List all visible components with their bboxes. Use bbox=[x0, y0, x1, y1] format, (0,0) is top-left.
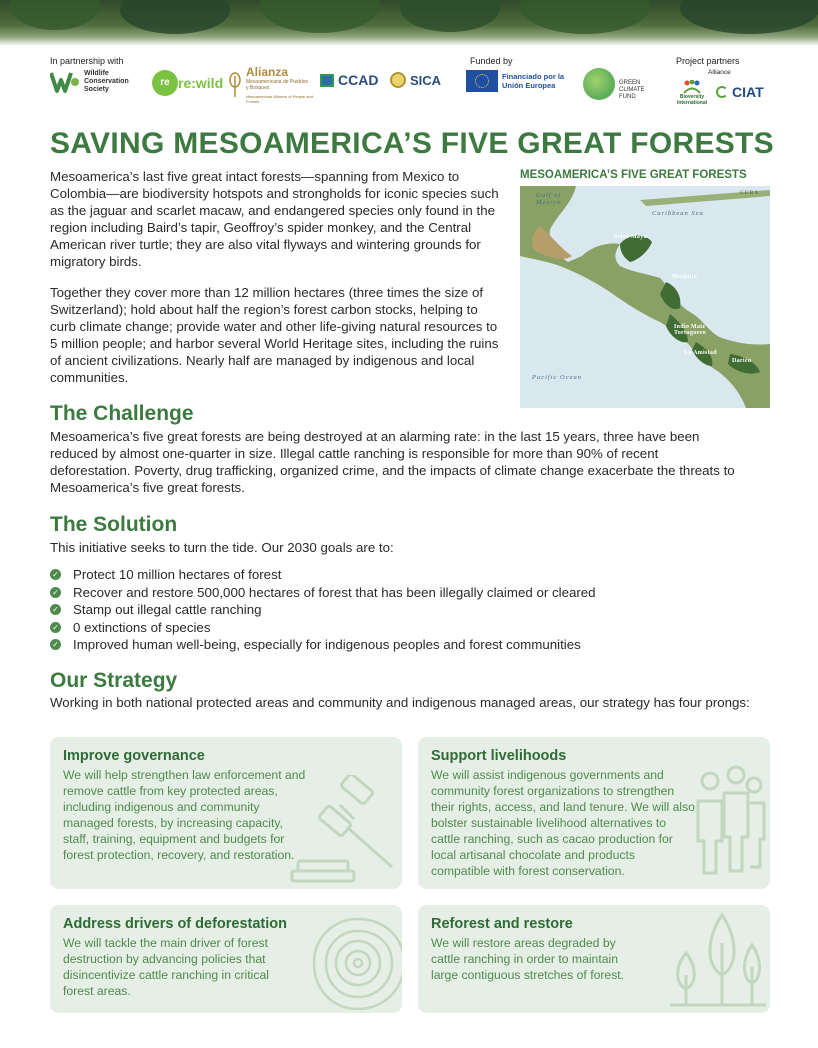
card-body: We will assist indigenous governments and community forest organizations to strengthen their rights, access, and land tenure. We will also bolster sustainable livelihood alternatives to cattle ranching, such as cacao production for local artisanal chocolate and products compatible with forest conservation. bbox=[431, 768, 695, 878]
list-item bbox=[50, 584, 770, 602]
bioversity-figures-icon bbox=[682, 80, 702, 94]
alianza-leaf-icon bbox=[228, 72, 242, 98]
alianza-logo bbox=[228, 65, 326, 104]
hero-forest-photo bbox=[0, 0, 818, 46]
sica-logo bbox=[390, 72, 441, 88]
rewild-logo bbox=[152, 70, 223, 96]
ccad-mark-icon bbox=[320, 74, 334, 87]
strategy-card-governance bbox=[50, 737, 402, 889]
check-icon: ✓ bbox=[50, 587, 61, 598]
challenge-heading: The Challenge bbox=[50, 402, 194, 425]
map-label-gulf: Gulf of México bbox=[536, 192, 562, 206]
list-item bbox=[50, 601, 770, 619]
intro-paragraph-1: Mesoamerica’s last five great intact forests—spanning from Mexico to Colombia—are biodiversity hotspots and strongholds for iconic species such as the jaguar and scarlet macaw, and endangered species only found in the region including Baird’s tapir, Geoffroy’s spider monkey, and the Central American river turtle; they are also vital flyways and wintering grounds for migratory birds. bbox=[50, 169, 499, 269]
partner-logos bbox=[0, 52, 818, 112]
alliance-label: Alliance bbox=[708, 69, 731, 76]
page-title: SAVING MESOAMERICA’S FIVE GREAT FORESTS bbox=[50, 127, 774, 160]
goal-text: Protect 10 million hectares of forest bbox=[73, 567, 282, 583]
list-item bbox=[50, 619, 770, 637]
map-forest-selva-maya: Selva Maya bbox=[614, 234, 647, 240]
challenge-text: Mesoamerica’s five great forests are being destroyed at an alarming rate: in the last 15 years, three have been reduced by almost one-quarter in size. Illegal cattle ranching is responsible for more than 90% of recent deforestation. Poverty, drug trafficking, organized crime, and the impacts of climate change exacerbate the threats to Mesoamerica’s five great forests. bbox=[50, 429, 735, 495]
gcf-logo bbox=[583, 66, 653, 101]
wcs-logo bbox=[50, 70, 140, 94]
check-icon: ✓ bbox=[50, 639, 61, 650]
eu-flag-icon bbox=[466, 70, 498, 92]
map-forest-indio-maiz: Indio Maíz Tortuguero bbox=[674, 324, 707, 336]
project-partners-label: Project partners bbox=[676, 56, 740, 66]
ccad-wordmark: CCAD bbox=[338, 72, 379, 88]
card-title: Address drivers of deforestation bbox=[63, 916, 287, 932]
sica-wordmark: SICA bbox=[410, 72, 442, 88]
forests-map bbox=[520, 186, 770, 408]
strategy-card-reforest bbox=[418, 905, 770, 1013]
strategy-heading: Our Strategy bbox=[50, 669, 178, 692]
eu-text: Financiado por la Unión Europea bbox=[502, 72, 565, 90]
card-title: Support livelihoods bbox=[431, 748, 567, 764]
goal-text: Improved human well-being, especially for indigenous peoples and forest communities bbox=[73, 637, 581, 653]
list-item bbox=[50, 566, 770, 584]
alianza-subtitle: Mesoamericana de Pueblos y Bosques bbox=[246, 79, 308, 91]
card-body: We will restore areas degraded by cattle ranching in order to maintain large contiguous stretches of forest. bbox=[431, 936, 625, 982]
check-icon: ✓ bbox=[50, 569, 61, 580]
sica-seal-icon bbox=[390, 72, 406, 88]
goals-list bbox=[50, 566, 770, 654]
partnership-label: In partnership with bbox=[50, 56, 124, 66]
card-body: We will tackle the main driver of forest destruction by advancing policies that disincentivize cattle ranching in critical forest areas. bbox=[63, 936, 269, 998]
map-forest-moskitia: Moskitia bbox=[672, 274, 698, 280]
funded-label: Funded by bbox=[470, 56, 513, 66]
rewild-circle-icon: re bbox=[152, 70, 178, 96]
trees-icon bbox=[668, 909, 768, 1011]
bioversity-logo bbox=[674, 80, 710, 106]
map-label-caribbean: Caribbean Sea bbox=[652, 210, 704, 217]
map-title: MESOAMERICA’S FIVE GREAT FORESTS bbox=[520, 169, 747, 181]
ccad-logo bbox=[320, 72, 378, 88]
card-title: Reforest and restore bbox=[431, 916, 573, 932]
eu-logo bbox=[466, 70, 566, 92]
intro-paragraph-2: Together they cover more than 12 million hectares (three times the size of Switzerland); hold about half the region’s forest carbon stocks, helping to curb climate change; provide water and other life-giving natural resources to 5 million people; and harbor several World Heritage sites, including the ruins of ancient civilizations. Nearly half are managed by indigenous and local communities. bbox=[50, 285, 499, 385]
map-forest-la-amistad: La Amistad bbox=[684, 350, 717, 356]
card-body: We will help strengthen law enforcement and remove cattle from key protected areas, including indigenous and community managed forests, by increasing capacity, staff, training, equipment and budgets for forest protection, recovery, and restoration. bbox=[63, 768, 306, 862]
wcs-wordmark: Wildlife Conservation Society bbox=[84, 70, 129, 93]
rewild-wordmark: re:wild bbox=[178, 75, 224, 91]
check-icon: ✓ bbox=[50, 622, 61, 633]
ciat-logo bbox=[716, 84, 764, 100]
map-label-cuba: CUBA bbox=[740, 190, 760, 196]
map-label-pacific: Pacific Ocean bbox=[532, 374, 582, 381]
goal-text: Stamp out illegal cattle ranching bbox=[73, 602, 262, 618]
solution-heading: The Solution bbox=[50, 513, 178, 536]
strategy-card-drivers bbox=[50, 905, 402, 1013]
alianza-wordmark: Alianza bbox=[246, 65, 289, 79]
map-forest-darien: Darién bbox=[732, 358, 752, 364]
strategy-intro: Working in both national protected areas and community and indigenous managed areas, our strategy has four prongs: bbox=[50, 695, 750, 710]
goal-text: 0 extinctions of species bbox=[73, 619, 211, 635]
wcs-w-icon bbox=[50, 70, 80, 94]
check-icon: ✓ bbox=[50, 604, 61, 615]
list-item bbox=[50, 636, 770, 654]
solution-intro: This initiative seeks to turn the tide. Our 2030 goals are to: bbox=[50, 540, 394, 555]
gcf-wordmark: GREEN CLIMATE FUND bbox=[619, 80, 645, 100]
tree-rings-icon bbox=[310, 915, 402, 1013]
gcf-globe-icon bbox=[583, 68, 615, 100]
alianza-tagline: Mesoamerican Alliance of People and Forests bbox=[246, 94, 313, 104]
bioversity-wordmark: Bioversity International bbox=[676, 94, 707, 106]
ciat-mark-icon bbox=[716, 86, 728, 98]
ciat-wordmark: CIAT bbox=[732, 84, 764, 100]
people-icon bbox=[688, 763, 768, 883]
card-title: Improve governance bbox=[63, 748, 205, 764]
goal-text: Recover and restore 500,000 hectares of forest that has been illegally claimed or cleared bbox=[73, 584, 596, 600]
strategy-card-livelihoods bbox=[418, 737, 770, 889]
